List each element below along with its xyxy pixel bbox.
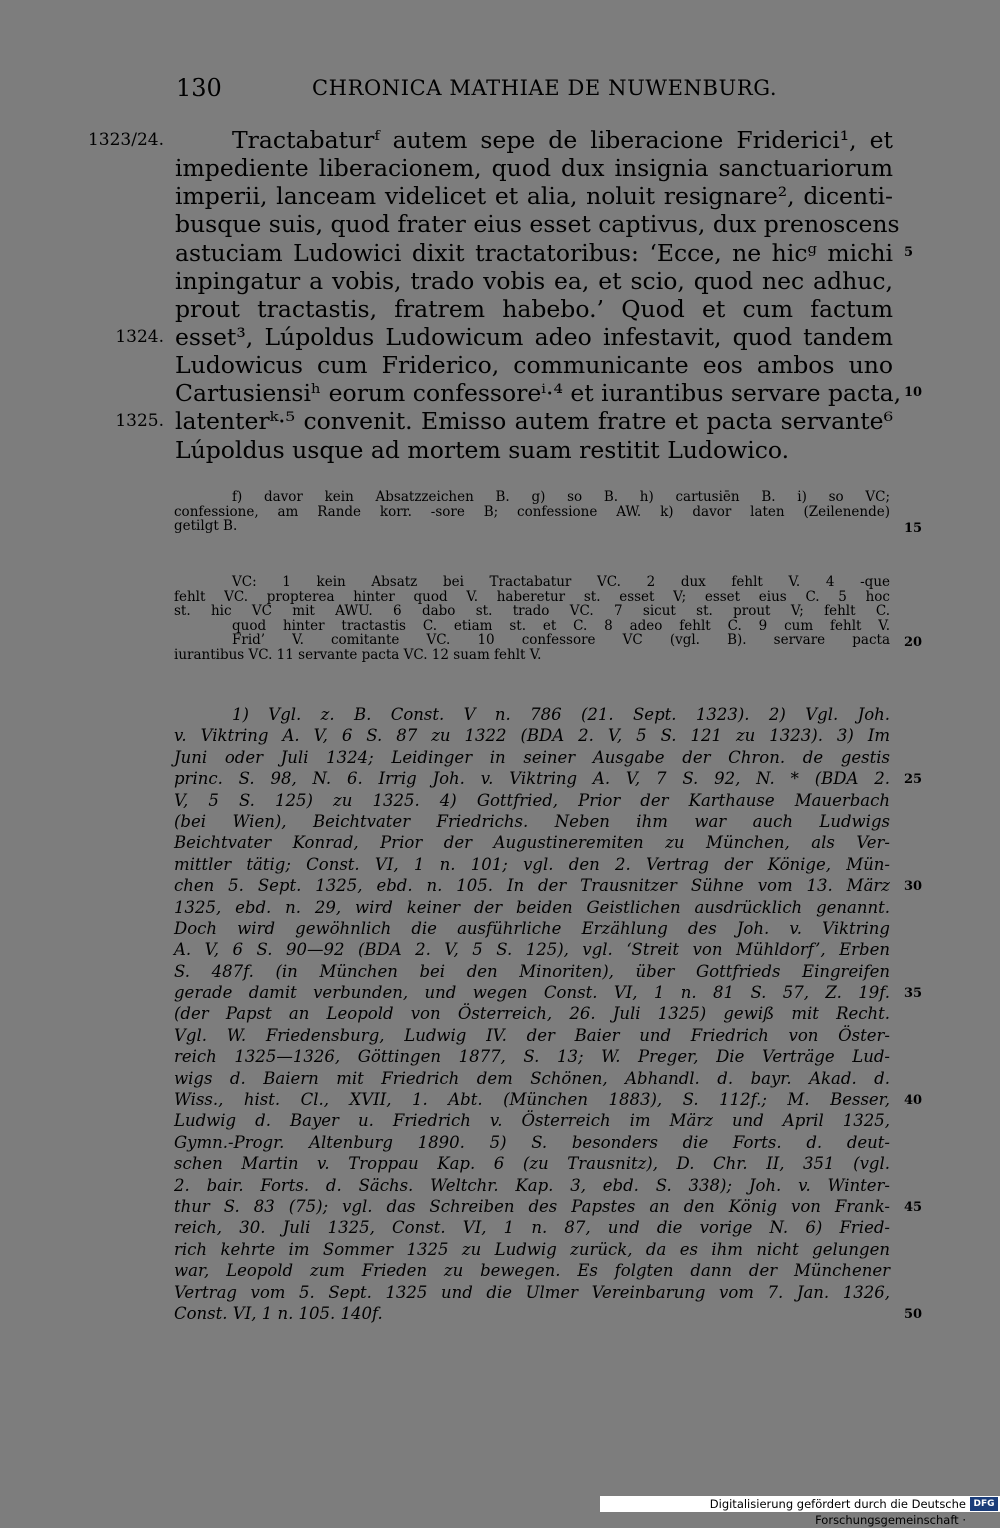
line-text: Frid’ V. comitante VC. 10 confessore VC (vgl. B). servare pacta xyxy=(232,632,890,648)
apparatus-line xyxy=(0,633,1000,648)
note-line xyxy=(0,1110,1000,1131)
note-line xyxy=(0,1153,1000,1174)
note-line xyxy=(0,961,1000,982)
note-line xyxy=(0,747,1000,768)
line-text: fehlt VC. propterea hinter quod V. haberetur st. esset V; esset eius C. 5 hoc xyxy=(174,588,890,605)
note-line xyxy=(0,1260,1000,1281)
line-text: prout tractastis, fratrem habebo.’ Quod et cum factum xyxy=(175,294,893,323)
line-text: inpingatur a vobis, trado vobis ea, et scio, quod nec adhuc, xyxy=(175,266,893,295)
note-line xyxy=(0,854,1000,875)
line-text: schen Martin v. Troppau Kap. 6 (zu Trausnitz), D. Chr. II, 351 (vgl. xyxy=(174,1154,890,1174)
line-text: princ. S. 98, N. 6. Irrig Joh. v. Viktring A. V, 7 S. 92, N. * (BDA 2. xyxy=(174,769,890,789)
note-line xyxy=(0,982,1000,1003)
line-text: getilgt B. xyxy=(174,518,238,534)
text-line xyxy=(0,295,1000,323)
apparatus-line xyxy=(0,490,1000,505)
line-text: Lúpoldus usque ad mortem suam restitit Ludowico. xyxy=(175,435,790,464)
line-number: 35 xyxy=(904,986,923,1002)
line-number: 10 xyxy=(904,385,923,401)
line-text: Vgl. W. Friedensburg, Ludwig IV. der Baier und Friedrich von Öster- xyxy=(174,1025,890,1045)
note-line xyxy=(0,1025,1000,1046)
note-line xyxy=(0,939,1000,960)
line-text: 2. bair. Forts. d. Sächs. Weltchr. Kap. 3, ebd. S. 338); Joh. v. Winter- xyxy=(174,1175,890,1195)
line-text: (der Papst an Leopold von Österreich, 26. Juli 1325) gewiß mit Recht. xyxy=(174,1004,890,1024)
line-text: mittler tätig; Const. VI, 1 n. 101; vgl. den 2. Vertrag der Könige, Mün- xyxy=(174,854,890,874)
line-text: confessione, am Rande korr. -sore B; confessione AW. k) davor laten (Zeilenende) xyxy=(174,503,890,520)
note-line xyxy=(0,790,1000,811)
note-line xyxy=(0,1239,1000,1260)
text-line xyxy=(0,126,1000,154)
text-line xyxy=(0,267,1000,295)
line-text: (bei Wien), Beichtvater Friedrichs. Neben ihm war auch Ludwigs xyxy=(174,811,890,831)
line-text: thur S. 83 (75); vgl. das Schreiben des Papstes an den König von Frank- xyxy=(174,1196,890,1216)
line-text: iurantibus VC. 11 servante pacta VC. 12 suam fehlt V. xyxy=(174,646,542,663)
line-text: Vertrag vom 5. Sept. 1325 und die Ulmer Vereinbarung vom 7. Jan. 1326, xyxy=(174,1282,890,1302)
text-line xyxy=(0,407,1000,435)
apparatus-line xyxy=(0,648,1000,663)
text-line xyxy=(0,351,1000,379)
line-text: Beichtvater Konrad, Prior der Augustineremiten zu München, als Ver- xyxy=(174,833,890,853)
line-text: impediente liberacionem, quod dux insignia sanctuariorum xyxy=(175,154,893,183)
apparatus-line xyxy=(0,604,1000,619)
note-line xyxy=(0,1196,1000,1217)
margin-year: 1324. xyxy=(115,326,164,347)
line-text: Doch wird gewöhnlich die ausführliche Erzählung des Joh. v. Viktring xyxy=(174,918,890,938)
line-text: Const. VI, 1 n. 105. 140f. xyxy=(174,1303,383,1323)
text-line xyxy=(0,182,1000,210)
line-text: Cartusiensiʰ eorum confessoreⁱ·⁴ et iurantibus servare pacta, xyxy=(175,379,902,408)
page-number: 130 xyxy=(176,74,222,102)
note-line xyxy=(0,1003,1000,1024)
running-title: CHRONICA MATHIAE DE NUWENBURG. xyxy=(312,76,778,100)
note-line xyxy=(0,897,1000,918)
line-text: S. 487f. (in München bei den Minoriten), über Gottfrieds Eingreifen xyxy=(174,961,890,981)
line-text: Tractabaturᶠ autem sepe de liberacione Friderici¹, et xyxy=(232,126,893,154)
note-line xyxy=(0,1175,1000,1196)
text-line xyxy=(0,239,1000,267)
note-line xyxy=(0,725,1000,746)
note-line xyxy=(0,1046,1000,1067)
note-line xyxy=(0,1132,1000,1153)
line-text: V, 5 S. 125) zu 1325. 4) Gottfried, Prior der Karthause Mauerbach xyxy=(174,790,890,810)
line-number: 25 xyxy=(904,772,923,788)
line-number: 20 xyxy=(904,635,923,650)
note-line xyxy=(0,875,1000,896)
line-number: 50 xyxy=(904,1306,923,1322)
digitization-credit xyxy=(600,1496,1000,1527)
note-line xyxy=(0,1282,1000,1303)
dfg-logo: DFG xyxy=(970,1497,998,1511)
text-line xyxy=(0,210,1000,238)
margin-year: 1325. xyxy=(115,411,164,432)
line-number: 30 xyxy=(904,879,923,895)
line-text: busque suis, quod frater eius esset captivus, dux prenoscens xyxy=(175,210,900,239)
line-text: 1) Vgl. z. B. Const. V n. 786 (21. Sept. 1323). 2) Vgl. Joh. xyxy=(232,705,890,724)
line-number: 45 xyxy=(904,1199,923,1215)
apparatus-line xyxy=(0,575,1000,590)
apparatus-line xyxy=(0,590,1000,605)
note-line xyxy=(0,704,1000,725)
line-text: rich kehrte im Sommer 1325 zu Ludwig zurück, da es ihm nicht gelungen xyxy=(174,1239,890,1259)
line-number: 5 xyxy=(904,244,914,260)
apparatus-letters xyxy=(0,490,1000,534)
line-text: Gymn.-Progr. Altenburg 1890. 5) S. besonders die Forts. d. deut- xyxy=(174,1132,890,1152)
margin-year: 1323/24. xyxy=(87,130,164,150)
line-text: A. V, 6 S. 90—92 (BDA 2. V, 5 S. 125), vgl. ‘Streit von Mühldorf’, Erben xyxy=(174,940,890,960)
text-line xyxy=(0,436,1000,464)
line-text: Wiss., hist. Cl., XVII, 1. Abt. (München 1883), S. 112f.; M. Besser, xyxy=(174,1090,890,1110)
line-text: esset³, Lúpoldus Ludowicum adeo infestavit, quod tandem xyxy=(175,322,893,351)
note-line xyxy=(0,1068,1000,1089)
note-line xyxy=(0,811,1000,832)
line-text: VC: 1 kein Absatz bei Tractabatur VC. 2 dux fehlt V. 4 -que xyxy=(232,574,890,590)
commentary-notes xyxy=(0,704,1000,1324)
text-line xyxy=(0,379,1000,407)
page-header xyxy=(170,74,930,110)
note-line xyxy=(0,832,1000,853)
line-text: chen 5. Sept. 1325, ebd. n. 105. In der Trausnitzer Sühne vom 13. März xyxy=(174,876,890,896)
line-text: gerade damit verbunden, und wegen Const. VI, 1 n. 81 S. 57, Z. 19f. xyxy=(174,983,890,1003)
line-text: Ludowicus cum Friderico, communicante eos ambos uno xyxy=(175,351,893,380)
main-text xyxy=(0,126,1000,464)
line-text: reich, 30. Juli 1325, Const. VI, 1 n. 87, und die vorige N. 6) Fried- xyxy=(174,1218,890,1238)
text-line xyxy=(0,323,1000,351)
line-text: war, Leopold zum Frieden zu bewegen. Es folgten dann der Münchener xyxy=(174,1261,890,1281)
apparatus-variants xyxy=(0,575,1000,662)
apparatus-line xyxy=(0,619,1000,634)
note-line xyxy=(0,1089,1000,1110)
line-text: quod hinter tractastis C. etiam st. et C. 8 adeo fehlt C. 9 cum fehlt V. xyxy=(232,617,890,634)
line-text: v. Viktring A. V, 6 S. 87 zu 1322 (BDA 2. V, 5 S. 121 zu 1323). 3) Im xyxy=(174,726,890,746)
line-text: astuciam Ludowici dixit tractatoribus: ‘Ecce, ne hicᵍ michi xyxy=(175,238,893,267)
line-text: latenterᵏ·⁵ convenit. Emisso autem fratre et pacta servante⁶ xyxy=(175,407,893,436)
line-text: reich 1325—1326, Göttingen 1877, S. 13; W. Preger, Die Verträge Lud- xyxy=(174,1047,890,1067)
line-number: 40 xyxy=(904,1093,923,1109)
line-text: st. hic VC mit AWU. 6 dabo st. trado VC. 7 sicut st. prout V; fehlt C. xyxy=(174,603,890,619)
line-text: imperii, lanceam videlicet et alia, noluit resignare², dicenti- xyxy=(175,182,893,211)
apparatus-line xyxy=(0,519,1000,534)
line-text: Juni oder Juli 1324; Leidinger in seiner Ausgabe der Chron. de gestis xyxy=(174,747,890,767)
line-text: wigs d. Baiern mit Friedrich dem Schönen, Abhandl. d. bayr. Akad. d. xyxy=(174,1068,890,1088)
credit-text: Digitalisierung gefördert durch die Deutsche Forschungsgemeinschaft · xyxy=(709,1497,966,1527)
text-line xyxy=(0,154,1000,182)
line-number: 15 xyxy=(904,521,923,536)
note-line xyxy=(0,768,1000,789)
apparatus-line xyxy=(0,505,1000,520)
note-line xyxy=(0,1303,1000,1324)
line-text: f) davor kein Absatzzeichen B. g) so B. h) cartusiēn B. i) so VC; xyxy=(232,489,890,505)
note-line xyxy=(0,918,1000,939)
note-line xyxy=(0,1217,1000,1238)
line-text: Ludwig d. Bayer u. Friedrich v. Österreich im März und April 1325, xyxy=(174,1111,890,1131)
line-text: 1325, ebd. n. 29, wird keiner der beiden Geistlichen ausdrücklich genannt. xyxy=(174,897,890,917)
